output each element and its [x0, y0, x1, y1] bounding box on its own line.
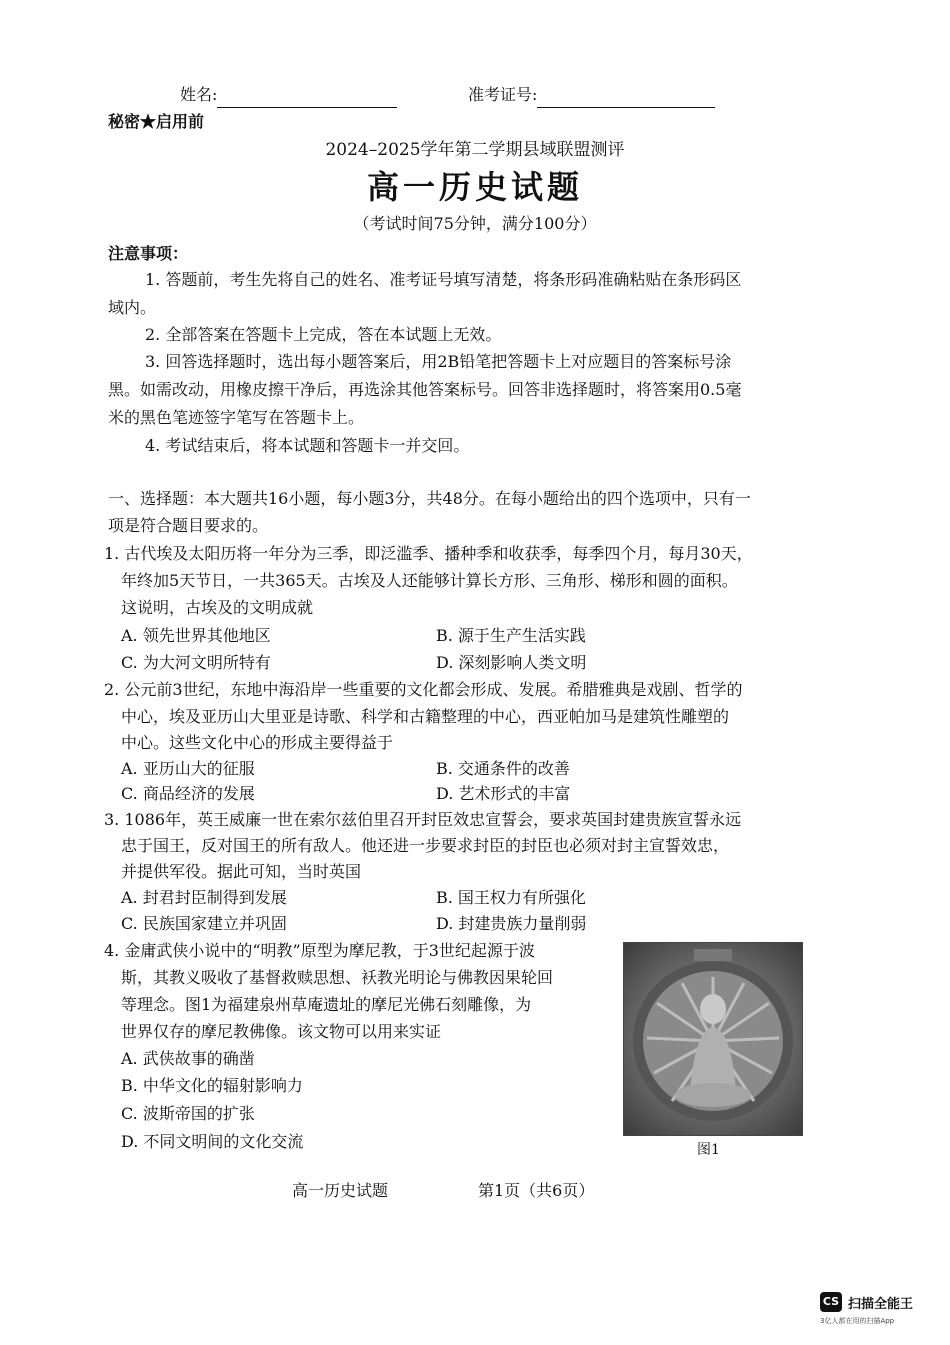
question-3-option-c[interactable]: C. 民族国家建立并巩固 [121, 914, 287, 933]
carving-illustration [624, 943, 802, 1135]
question-1-option-b[interactable]: B. 源于生产生活实践 [436, 626, 586, 645]
question-2-option-a[interactable]: A. 亚历山大的征服 [121, 759, 255, 778]
question-4-option-d[interactable]: D. 不同文明间的文化交流 [121, 1132, 304, 1151]
manichean-buddha-carving-image [623, 942, 803, 1136]
question-3-option-d[interactable]: D. 封建贵族力量削弱 [436, 914, 587, 933]
name-field[interactable] [180, 82, 397, 108]
question-1-stem: 年终加5天节日，一共365天。古埃及人还能够计算长方形、三角形、梯形和圆的面积。 [121, 571, 738, 590]
question-1-option-d[interactable]: D. 深刻影响人类文明 [436, 653, 587, 672]
notice-line: 3. 回答选择题时，选出每小题答案后，用2B铅笔把答题卡上对应题目的答案标号涂 [145, 352, 732, 371]
exam-number-field[interactable] [468, 82, 715, 108]
question-3-option-b[interactable]: B. 国王权力有所强化 [436, 888, 586, 907]
question-1-option-c[interactable]: C. 为大河文明所特有 [121, 653, 271, 672]
page-title: 高一历史试题 [366, 168, 583, 206]
notice-line: 2. 全部答案在答题卡上完成，答在本试题上无效。 [145, 325, 502, 344]
footer-subject: 高一历史试题 [292, 1181, 389, 1200]
section-heading: 一、选择题：本大题共16小题，每小题3分，共48分。在每小题给出的四个选项中，只有一 [108, 489, 751, 508]
question-3-stem: 并提供军役。据此可知，当时英国 [121, 862, 362, 881]
question-2-stem: 中心，埃及亚历山大里亚是诗歌、科学和古籍整理的中心，西亚帕加马是建筑性雕塑的 [121, 707, 730, 726]
footer-page-number: 第1页（共6页） [478, 1181, 595, 1200]
watermark-app-name: 扫描全能王 [848, 1297, 914, 1312]
question-4-option-b[interactable]: B. 中华文化的辐射影响力 [121, 1076, 303, 1095]
notice-line: 黑。如需改动，用橡皮擦干净后，再选涂其他答案标号。回答非选择题时，将答案用0.5毫 [108, 380, 742, 399]
notice-line: 域内。 [108, 298, 157, 317]
notice-line: 1. 答题前，考生先将自己的姓名、准考证号填写清楚，将条形码准确粘贴在条形码区 [145, 270, 742, 289]
question-4-option-c[interactable]: C. 波斯帝国的扩张 [121, 1104, 255, 1123]
exam-time-info: （考试时间75分钟，满分100分） [353, 214, 597, 233]
question-3-stem: 3. 1086年，英王威廉一世在索尔兹伯里召开封臣效忠宣誓会，要求英国封建贵族宣誓永远 [104, 810, 742, 829]
question-3-stem: 忠于国王，反对国王的所有敌人。他还进一步要求封臣的封臣也必须对封主宣誓效忠， [121, 836, 730, 855]
question-2-option-c[interactable]: C. 商品经济的发展 [121, 784, 255, 803]
name-label: 姓名: [180, 85, 218, 104]
question-3-option-a[interactable]: A. 封君封臣制得到发展 [121, 888, 287, 907]
question-4-stem: 斯，其教义吸收了基督救赎思想、袄教光明论与佛教因果轮回 [121, 968, 554, 987]
question-2-option-d[interactable]: D. 艺术形式的丰富 [436, 784, 571, 803]
question-1-option-a[interactable]: A. 领先世界其他地区 [121, 626, 271, 645]
exam-subtitle: 2024–2025学年第二学期县域联盟测评 [325, 140, 625, 160]
question-4-stem: 世界仅存的摩尼教佛像。该文物可以用来实证 [121, 1022, 442, 1041]
figure-caption: 图1 [697, 1142, 720, 1158]
exam-number-label: 准考证号: [468, 85, 538, 104]
notice-line: 米的黑色笔迹签字笔写在答题卡上。 [108, 408, 365, 427]
exam-number-blank[interactable] [537, 89, 715, 108]
question-4-option-a[interactable]: A. 武侠故事的确凿 [121, 1049, 255, 1068]
confidential-mark: 秘密★启用前 [108, 112, 205, 131]
notice-line: 4. 考试结束后，将本试题和答题卡一并交回。 [145, 436, 470, 455]
watermark-slogan: 3亿人都在用的扫描App [820, 1317, 895, 1325]
camscanner-logo-icon: CS [820, 1292, 842, 1312]
question-2-stem: 2. 公元前3世纪，东地中海沿岸一些重要的文化都会形成、发展。希腊雅典是戏剧、哲学的 [104, 680, 743, 699]
question-2-stem: 中心。这些文化中心的形成主要得益于 [121, 733, 394, 752]
name-blank[interactable] [217, 89, 397, 108]
question-1-stem: 1. 古代埃及太阳历将一年分为三季，即泛滥季、播种季和收获季，每季四个月，每月30天， [104, 544, 753, 563]
notice-heading: 注意事项： [108, 244, 189, 263]
section-heading: 项是符合题目要求的。 [108, 516, 269, 535]
question-4-stem: 4. 金庸武侠小说中的“明教”原型为摩尼教，于3世纪起源于波 [104, 941, 535, 960]
question-4-stem: 等理念。图1为福建泉州草庵遗址的摩尼光佛石刻雕像，为 [121, 995, 532, 1014]
question-1-stem: 这说明，古埃及的文明成就 [121, 598, 314, 617]
question-2-option-b[interactable]: B. 交通条件的改善 [436, 759, 570, 778]
